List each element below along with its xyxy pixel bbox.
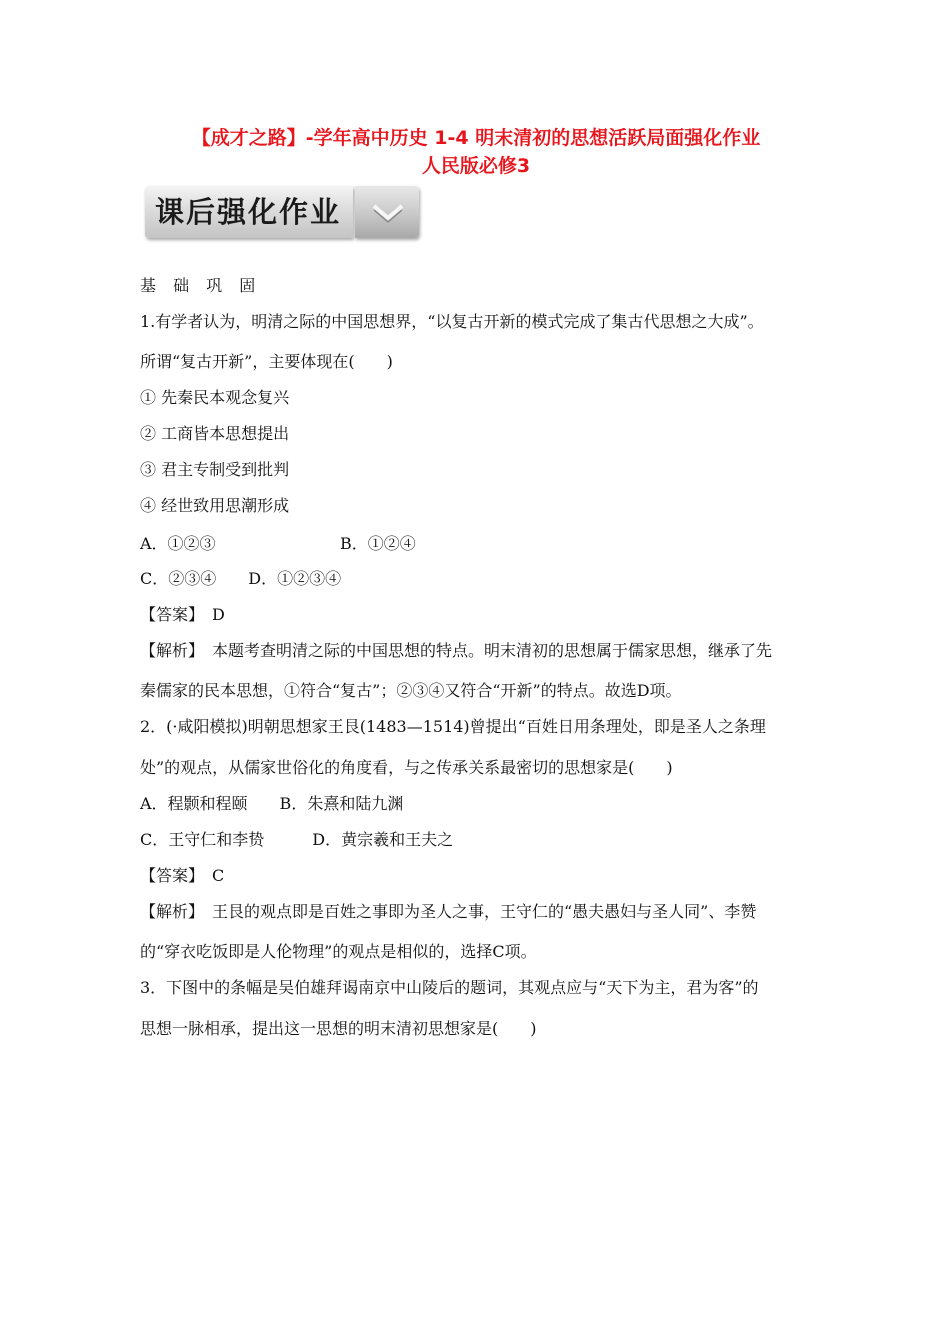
- q1-option-b: B．①②④: [340, 534, 416, 553]
- chevron-down-icon: [371, 202, 405, 224]
- q1-item-4: ④ 经世致用思潮形成: [140, 496, 290, 515]
- banner-label: 课后强化作业: [155, 195, 342, 229]
- section-heading: 基 础 巩 固: [140, 276, 262, 295]
- q1-item-3: ③ 君主专制受到批判: [140, 460, 290, 479]
- q2-analysis-line-2: 的“穿衣吃饭即是人伦物理”的观点是相似的，选择C项。: [140, 942, 537, 961]
- q1-analysis-line-1: 【解析】 本题考查明清之际的中国思想的特点。明末清初的思想属于儒家思想，继承了先: [140, 641, 773, 660]
- q3-stem-line-1: 3．下图中的条幅是吴伯雄拜谒南京中山陵后的题词，其观点应与“天下为主，君为客”的: [140, 978, 759, 997]
- document-title: [140, 124, 812, 180]
- q2-options-ab: A．程颢和程颐 B．朱熹和陆九渊: [140, 794, 404, 813]
- q1-stem-line-1: 1.有学者认为，明清之际的中国思想界，“以复古开新的模式完成了集古代思想之大成”。: [140, 312, 764, 331]
- q3-stem-line-2: 思想一脉相承，提出这一思想的明末清初思想家是( ): [140, 1019, 537, 1038]
- title-line-2: 人民版必修3: [421, 155, 531, 177]
- q1-answer: 【答案】 D: [140, 605, 225, 624]
- q2-stem-line-1: 2．(·咸阳模拟)明朝思想家王艮(1483—1514)曾提出“百姓日用条理处，即是圣人之条理: [140, 717, 766, 736]
- q1-option-a: A．①②③: [140, 534, 216, 553]
- q1-analysis-line-2: 秦儒家的民本思想，①符合“复古”；②③④又符合“开新”的特点。故选D项。: [140, 681, 682, 700]
- title-line-1: 【成才之路】-学年高中历史 1-4 明末清初的思想活跃局面强化作业: [191, 127, 761, 149]
- q2-answer: 【答案】 C: [140, 866, 225, 885]
- q1-item-2: ② 工商皆本思想提出: [140, 424, 290, 443]
- q2-analysis-line-1: 【解析】 王艮的观点即是百姓之事即为圣人之事，王守仁的“愚夫愚妇与圣人同”、李赞: [140, 902, 757, 921]
- q1-stem-line-2: 所谓“复古开新”，主要体现在( ): [140, 352, 393, 371]
- q1-item-1: ① 先秦民本观念复兴: [140, 388, 290, 407]
- section-banner: [145, 186, 420, 238]
- q2-options-cd: C．王守仁和李贽 D．黄宗羲和王夫之: [140, 830, 454, 849]
- q1-options-cd: C．②③④ D．①②③④: [140, 569, 342, 588]
- q2-stem-line-2: 处”的观点，从儒家世俗化的角度看，与之传承关系最密切的思想家是( ): [140, 758, 673, 777]
